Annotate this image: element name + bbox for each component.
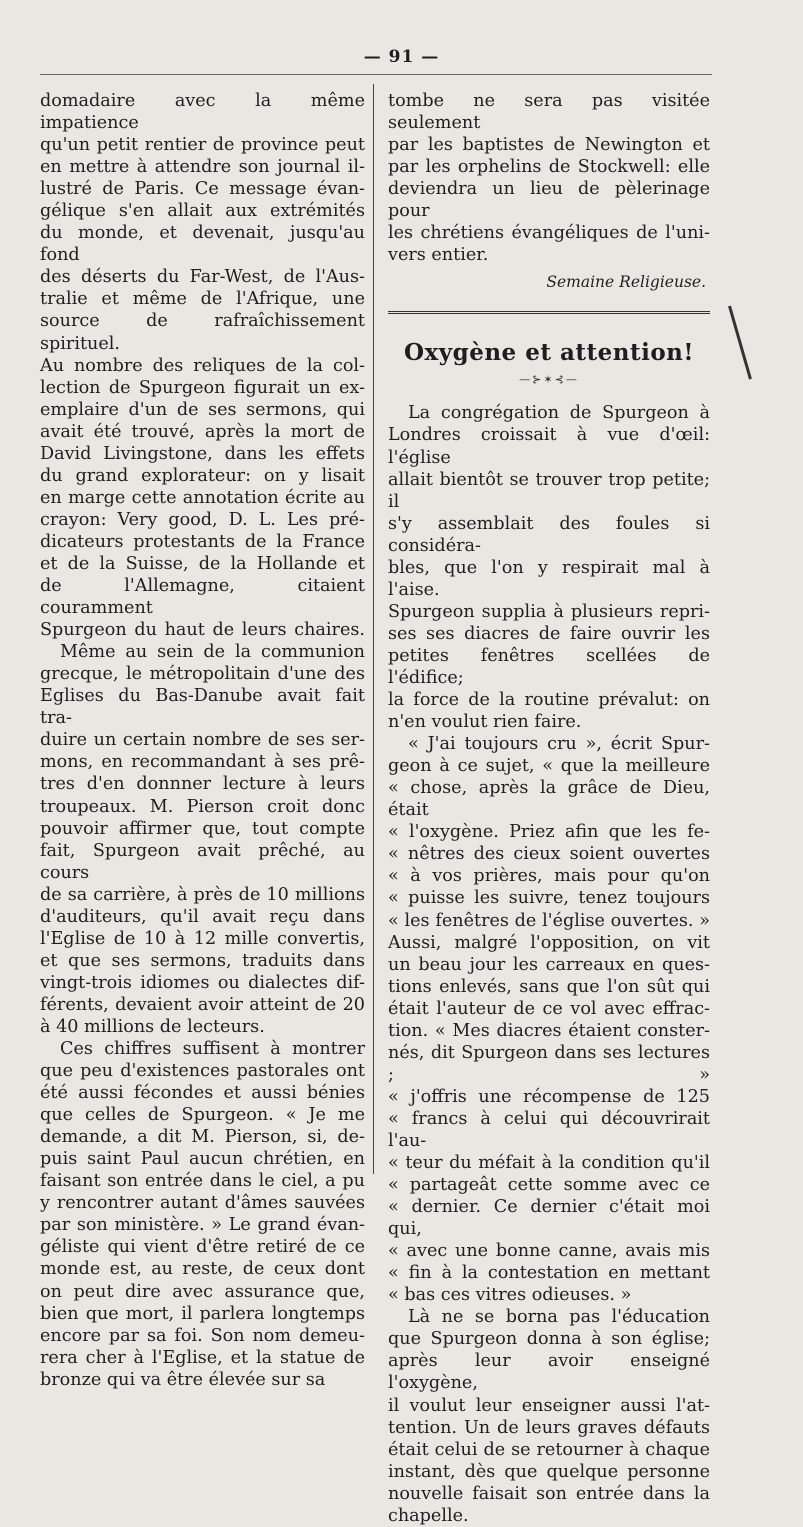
text-line: « nêtres des cieux soient ouvertes	[388, 844, 710, 865]
text-line: tention. Un de leurs graves défauts	[388, 1417, 710, 1438]
article-heading: Oxygène et attention!	[404, 339, 694, 367]
text-line: l'Eglise de 10 à 12 mille convertis,	[40, 928, 365, 949]
text-line: encore par sa foi. Son nom demeu-	[40, 1325, 365, 1346]
text-line: instant, dès que quelque personne	[388, 1461, 710, 1482]
text-line: « bas ces vitres odieuses. »	[388, 1285, 632, 1306]
text-line: du grand explorateur: on y lisait	[40, 465, 365, 486]
text-line: tions enlevés, sans que l'on sût qui	[388, 976, 710, 997]
text-line: que celles de Spurgeon. « Je me	[40, 1105, 365, 1126]
column-divider	[373, 84, 374, 1174]
text-line: grecque, le métropolitain d'une des	[40, 664, 365, 685]
text-line: Là ne se borna pas l'éducation	[408, 1307, 710, 1328]
text-line: férents, devaient avoir atteint de 20	[40, 994, 365, 1015]
text-line: que peu d'existences pastorales ont	[40, 1061, 365, 1082]
heading-ornament: —⊱✶⊰—	[519, 373, 579, 387]
text-line: David Livingstone, dans les effets	[40, 443, 365, 464]
text-line: ses ses diacres de faire ouvrir les	[388, 623, 710, 644]
text-line: la force de la routine prévalut: on	[388, 690, 710, 711]
text-line: nés, dit Spurgeon dans ses lectures ; »	[388, 1042, 710, 1085]
text-line: deviendra un lieu de pèlerinage pour	[388, 179, 710, 222]
text-line: il voulut leur enseigner aussi l'at-	[388, 1395, 710, 1416]
text-line: troupeaux. M. Pierson croit donc	[40, 796, 365, 817]
text-line: lustré de Paris. Ce message évan-	[40, 179, 365, 200]
text-line: emplaire d'un de ses sermons, qui	[40, 399, 365, 420]
text-line: lection de Spurgeon figurait un ex-	[40, 377, 365, 398]
text-line: vingt-trois idiomes ou dialectes dif-	[40, 972, 365, 993]
text-line: Même au sein de la communion	[60, 642, 365, 663]
text-line: bles, que l'on y respirait mal à l'aise.	[388, 557, 710, 600]
text-line: « partageât cette somme avec ce	[388, 1175, 710, 1196]
text-line: qu'un petit rentier de province peut	[40, 135, 365, 156]
text-line: « puisse les suivre, tenez toujours	[388, 888, 710, 909]
text-line: domadaire avec la même impatience	[40, 91, 365, 134]
text-line: après leur avoir enseigné l'oxygène,	[388, 1351, 710, 1394]
text-line: monde est, au reste, de ceux dont	[40, 1259, 365, 1280]
right-column	[388, 90, 710, 1527]
margin-pen-stroke	[728, 306, 752, 380]
text-line: tombe ne sera pas visitée seulement	[388, 91, 710, 134]
text-line: faisant son entrée dans le ciel, a pu	[40, 1171, 365, 1192]
text-line: et que ses sermons, traduits dans	[40, 950, 365, 971]
text-line: avait été trouvé, après la mort de	[40, 421, 365, 442]
text-line: en marge cette annotation écrite au	[40, 487, 365, 508]
text-line: Eglises du Bas-Danube avait fait tra-	[40, 686, 365, 729]
text-line: allait bientôt se trouver trop petite; il	[388, 469, 710, 512]
text-line: était l'auteur de ce vol avec effrac-	[388, 998, 710, 1019]
text-line: puis saint Paul aucun chrétien, en	[40, 1149, 365, 1170]
text-line: par les baptistes de Newington et	[388, 135, 710, 156]
text-line: on peut dire avec assurance que,	[40, 1281, 365, 1302]
text-line: que Spurgeon donna à son église;	[388, 1329, 710, 1350]
text-line: de l'Allemagne, citaient couramment	[40, 576, 365, 619]
text-line: Spurgeon supplia à plusieurs repri-	[388, 601, 710, 622]
source-signature: Semaine Religieuse.	[546, 273, 706, 292]
text-line: duire un certain nombre de ses ser-	[40, 730, 365, 751]
text-line: mons, en recommandant à ses prê-	[40, 752, 365, 773]
text-line: bien que mort, il parlera longtemps	[40, 1303, 365, 1324]
text-line: « francs à celui qui découvrirait l'au-	[388, 1108, 710, 1151]
text-line: tres d'en donnner lecture à leurs	[40, 774, 365, 795]
text-line: gélique s'en allait aux extrémités	[40, 201, 365, 222]
text-line: nouvelle faisait son entrée dans la	[388, 1483, 710, 1504]
text-line: Aussi, malgré l'opposition, on vit	[388, 932, 710, 953]
text-line: du monde, et devenait, jusqu'au fond	[40, 223, 365, 266]
text-line: Spurgeon du haut de leurs chaires.	[40, 620, 365, 641]
text-line: bronze qui va être élevée sur sa	[40, 1369, 326, 1390]
text-line: les chrétiens évangéliques de l'uni-	[388, 223, 710, 244]
text-line: La congrégation de Spurgeon à	[408, 403, 710, 424]
text-line: demande, a dit M. Pierson, si, de-	[40, 1127, 365, 1148]
text-line: pouvoir affirmer que, tout compte	[40, 818, 365, 839]
text-line: s'y assemblait des foules si considéra-	[388, 513, 710, 556]
text-line: petites fenêtres scellées de l'édifice;	[388, 645, 710, 688]
text-line: vers entier.	[388, 245, 489, 266]
text-line: de sa carrière, à près de 10 millions	[40, 884, 365, 905]
text-line: et de la Suisse, de la Hollande et	[40, 553, 365, 574]
text-line: un beau jour les carreaux en ques-	[388, 954, 710, 975]
text-line: « fin à la contestation en mettant	[388, 1263, 710, 1284]
text-line: par son ministère. » Le grand évan-	[40, 1215, 365, 1236]
text-line: « chose, après la grâce de Dieu, était	[388, 778, 710, 821]
text-line: « teur du méfait à la condition qu'il	[388, 1153, 710, 1174]
text-line: Londres croissait à vue d'œil: l'église	[388, 425, 710, 468]
text-line: à 40 millions de lecteurs.	[40, 1016, 265, 1037]
text-line: « l'oxygène. Priez afin que les fe-	[388, 822, 710, 843]
text-line: crayon: Very good, D. L. Les pré-	[40, 509, 365, 530]
text-line: « J'ai toujours cru », écrit Spur-	[408, 734, 710, 755]
text-line: chapelle.	[388, 1505, 469, 1526]
text-line: en mettre à attendre son journal il-	[40, 157, 365, 178]
text-line: dicateurs protestants de la France	[40, 531, 365, 552]
text-line: Ces chiffres suffisent à montrer	[60, 1039, 365, 1060]
text-line: des déserts du Far-West, de l'Aus-	[40, 267, 365, 288]
header-rule	[40, 74, 712, 75]
text-line: « avec une bonne canne, avais mis	[388, 1241, 710, 1262]
text-line: « j'offris une récompense de 125	[388, 1086, 710, 1107]
left-column	[40, 90, 365, 1391]
text-line: tion. « Mes diacres étaient conster-	[388, 1020, 710, 1041]
text-line: « dernier. Ce dernier c'était moi qui,	[388, 1197, 710, 1240]
text-line: Au nombre des reliques de la col-	[40, 355, 365, 376]
text-line: fait, Spurgeon avait prêché, au cours	[40, 840, 365, 883]
text-line: geon à ce sujet, « que la meilleure	[388, 756, 710, 777]
text-line: géliste qui vient d'être retiré de ce	[40, 1237, 365, 1258]
section-separator	[388, 311, 710, 314]
text-line: d'auditeurs, qu'il avait reçu dans	[40, 906, 365, 927]
text-line: été aussi fécondes et aussi bénies	[40, 1083, 365, 1104]
text-line: y rencontrer autant d'âmes sauvées	[40, 1193, 365, 1214]
text-line: tralie et même de l'Afrique, une	[40, 289, 365, 310]
text-line: rera cher à l'Eglise, et la statue de	[40, 1347, 365, 1368]
text-line: était celui de se retourner à chaque	[388, 1439, 710, 1460]
text-line: n'en voulut rien faire.	[388, 712, 582, 733]
article-ending	[388, 90, 710, 266]
article-body	[388, 402, 710, 1526]
text-line: « les fenêtres de l'église ouvertes. »	[388, 910, 710, 931]
text-line: par les orphelins de Stockwell: elle	[388, 157, 710, 178]
page-number: — 91 —	[363, 47, 440, 67]
text-line: « à vos prières, mais pour qu'on	[388, 866, 710, 887]
text-line: source de rafraîchissement spirituel.	[40, 311, 365, 354]
